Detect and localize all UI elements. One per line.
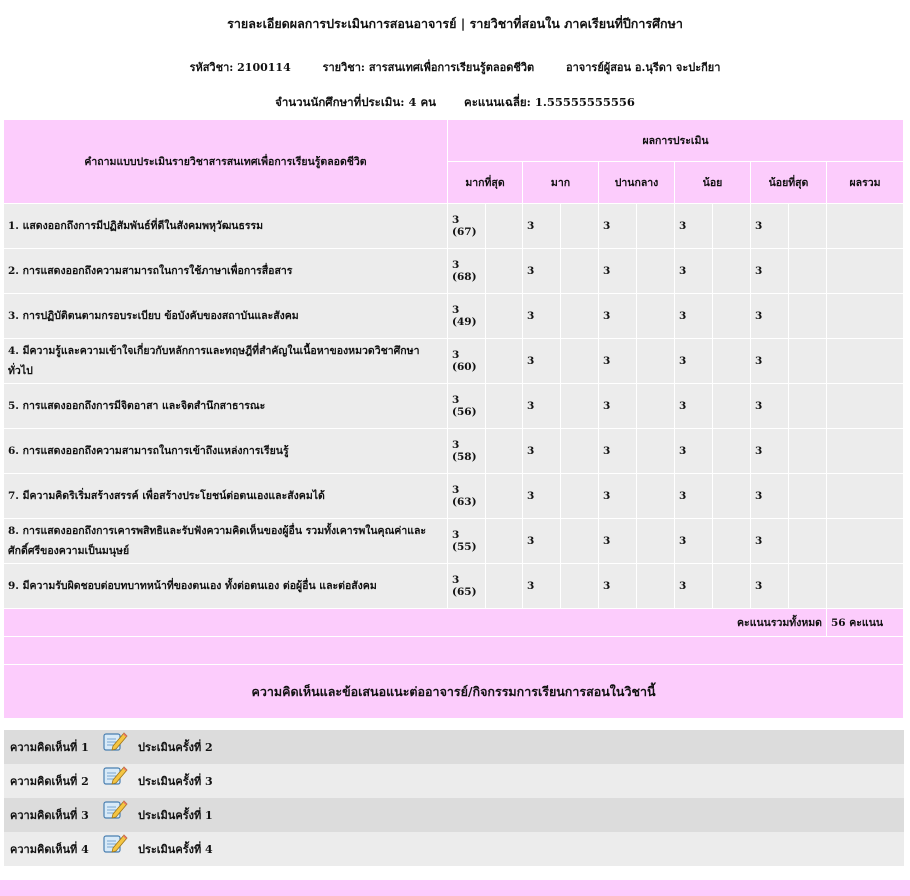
rating-value: 3 <box>675 204 713 249</box>
question-text: 5. การแสดงออกถึงการมีจิตอาสา และจิตสำนึกสาธารณะ <box>4 384 448 429</box>
rating-value: 3 <box>599 474 637 519</box>
rating-pad <box>637 384 675 429</box>
rating-pad <box>713 249 751 294</box>
rating-value: 3 (49) <box>448 294 486 339</box>
rating-pad <box>713 564 751 609</box>
rating-pad <box>713 429 751 474</box>
level-header: น้อยที่สุด <box>751 162 827 204</box>
question-text: 7. มีความคิดริเริ่มสร้างสรรค์ เพื่อสร้างประโยชน์ต่อตนเองและสังคมได้ <box>4 474 448 519</box>
rating-pad <box>713 519 751 564</box>
rating-value: 3 <box>751 519 789 564</box>
row-sum <box>827 519 904 564</box>
rating-value: 3 <box>751 384 789 429</box>
rating-pad <box>486 249 523 294</box>
rating-pad <box>637 294 675 339</box>
question-text: 6. การแสดงออกถึงความสามารถในการเข้าถึงแหล่งการเรียนรู้ <box>4 429 448 474</box>
question-column-header: คำถามแบบประเมินรายวิชาสารสนเทศเพื่อการเรียนรู้ตลอดชีวิต <box>4 120 448 204</box>
comment-item[interactable] <box>4 832 904 866</box>
rating-value: 3 <box>523 294 561 339</box>
table-row <box>4 249 904 294</box>
rating-pad <box>561 519 599 564</box>
rating-pad <box>486 339 523 384</box>
question-text: 9. มีความรับผิดชอบต่อบทบาทหน้าที่ของตนเอง ทั้งต่อตนเอง ต่อผู้อื่น และต่อสังคม <box>4 564 448 609</box>
rating-value: 3 <box>751 474 789 519</box>
comment-label: ความคิดเห็นที่ 3 <box>10 809 89 822</box>
table-row <box>4 474 904 519</box>
rating-pad <box>789 564 827 609</box>
rating-pad <box>713 294 751 339</box>
rating-value: 3 <box>523 564 561 609</box>
level-header: ผลรวม <box>827 162 904 204</box>
rating-pad <box>637 339 675 384</box>
rating-pad <box>789 474 827 519</box>
question-rows <box>4 204 904 609</box>
level-header: น้อย <box>675 162 751 204</box>
question-text: 1. แสดงออกถึงการมีปฏิสัมพันธ์ที่ดีในสังคมพหุวัฒนธรรม <box>4 204 448 249</box>
question-text: 3. การปฏิบัติตนตามกรอบระเบียบ ข้อบังคับของสถาบันและสังคม <box>4 294 448 339</box>
comment-label: ความคิดเห็นที่ 1 <box>10 741 89 754</box>
rating-pad <box>486 429 523 474</box>
rating-value: 3 <box>751 339 789 384</box>
rating-value: 3 <box>523 204 561 249</box>
rating-pad <box>713 474 751 519</box>
rating-pad <box>561 339 599 384</box>
rating-pad <box>789 384 827 429</box>
rating-pad <box>789 519 827 564</box>
rating-value: 3 <box>523 339 561 384</box>
table-row <box>4 429 904 474</box>
rating-pad <box>713 204 751 249</box>
question-text: 4. มีความรู้และความเข้าใจเกี่ยวกับหลักการและทฤษฎีที่สำคัญในเนื้อหาของหมวดวิชาศึกษาทั่วไป <box>4 339 448 384</box>
rating-pad <box>789 249 827 294</box>
row-sum <box>827 294 904 339</box>
table-row <box>4 294 904 339</box>
rating-pad <box>486 474 523 519</box>
row-sum <box>827 474 904 519</box>
rating-pad <box>713 339 751 384</box>
level-header: มากที่สุด <box>448 162 523 204</box>
rating-value: 3 <box>523 249 561 294</box>
rating-pad <box>637 429 675 474</box>
page-title: รายละเอียดผลการประเมินการสอนอาจารย์ | รายวิชาที่สอนใน ภาคเรียนที่ปีการศึกษา <box>227 16 683 31</box>
student-count: จำนวนนักศึกษาที่ประเมิน: 4 คน <box>275 95 437 109</box>
course-name: รายวิชา: สารสนเทศเพื่อการเรียนรู้ตลอดชีวิต <box>322 61 535 74</box>
total-label: คะแนนรวมทั้งหมด <box>4 609 827 637</box>
rating-pad <box>637 249 675 294</box>
rating-pad <box>561 474 599 519</box>
comment-round: ประเมินครั้งที่ 3 <box>138 775 213 788</box>
table-row <box>4 384 904 429</box>
rating-value: 3 <box>675 339 713 384</box>
table-row <box>4 204 904 249</box>
rating-pad <box>561 384 599 429</box>
row-sum <box>827 429 904 474</box>
rating-pad <box>637 204 675 249</box>
level-header: ปานกลาง <box>599 162 675 204</box>
row-sum <box>827 249 904 294</box>
rating-pad <box>561 204 599 249</box>
rating-pad <box>789 204 827 249</box>
rating-value: 3 <box>599 339 637 384</box>
rating-value: 3 <box>599 249 637 294</box>
comment-label: ความคิดเห็นที่ 2 <box>10 775 89 788</box>
rating-pad <box>486 519 523 564</box>
rating-value: 3 (63) <box>448 474 486 519</box>
rating-value: 3 <box>751 294 789 339</box>
rating-value: 3 <box>599 519 637 564</box>
table-row <box>4 339 904 384</box>
rating-value: 3 <box>599 204 637 249</box>
rating-pad <box>561 429 599 474</box>
table-row <box>4 564 904 609</box>
rating-value: 3 <box>523 474 561 519</box>
rating-value: 3 <box>751 249 789 294</box>
evaluation-table <box>4 120 904 719</box>
rating-value: 3 (58) <box>448 429 486 474</box>
rating-pad <box>561 294 599 339</box>
rating-value: 3 <box>523 519 561 564</box>
rating-value: 3 (68) <box>448 249 486 294</box>
rating-pad <box>637 474 675 519</box>
rating-pad <box>713 384 751 429</box>
comments-header: ความคิดเห็นและข้อเสนอแนะต่ออาจารย์/กิจกรรมการเรียนการสอนในวิชานี้ <box>4 665 904 719</box>
rating-pad <box>486 294 523 339</box>
edit-note-icon[interactable] <box>102 798 128 820</box>
comment-round: ประเมินครั้งที่ 4 <box>138 843 213 856</box>
question-text: 2. การแสดงออกถึงความสามารถในการใช้ภาษาเพื่อการสื่อสาร <box>4 249 448 294</box>
rating-pad <box>561 564 599 609</box>
rating-pad <box>486 204 523 249</box>
rating-value: 3 (65) <box>448 564 486 609</box>
rating-value: 3 <box>599 384 637 429</box>
comment-item[interactable] <box>4 798 904 832</box>
edit-note-icon[interactable] <box>102 832 128 854</box>
course-meta <box>0 58 910 76</box>
table-row <box>4 519 904 564</box>
rating-pad <box>789 429 827 474</box>
rating-value: 3 <box>675 474 713 519</box>
rating-value: 3 <box>523 384 561 429</box>
rating-value: 3 <box>599 294 637 339</box>
rating-value: 3 <box>599 564 637 609</box>
edit-note-icon[interactable] <box>102 764 128 786</box>
rating-pad <box>561 249 599 294</box>
rating-value: 3 <box>675 294 713 339</box>
instructor-name: อาจารย์ผู้สอน อ.นุรีดา จะปะกียา <box>566 61 721 74</box>
rating-value: 3 <box>751 564 789 609</box>
rating-pad <box>637 519 675 564</box>
rating-pad <box>637 564 675 609</box>
question-text: 8. การแสดงออกถึงการเคารพสิทธิและรับฟังความคิดเห็นของผู้อื่น รวมทั้งเคารพในคุณค่าและศักดิ์ศรีของความเป็นมนุษย์ <box>4 519 448 564</box>
rating-value: 3 <box>751 204 789 249</box>
footer-bar <box>0 880 910 896</box>
rating-value: 3 <box>751 429 789 474</box>
rating-value: 3 <box>523 429 561 474</box>
rating-value: 3 (55) <box>448 519 486 564</box>
total-value: 56 คะแนน <box>827 609 904 637</box>
comment-item[interactable] <box>4 764 904 798</box>
row-sum <box>827 564 904 609</box>
rating-value: 3 <box>675 249 713 294</box>
row-sum <box>827 204 904 249</box>
spacer-row <box>4 637 904 665</box>
rating-pad <box>486 384 523 429</box>
comment-label: ความคิดเห็นที่ 4 <box>10 843 89 856</box>
rating-pad <box>789 339 827 384</box>
row-sum <box>827 384 904 429</box>
rating-value: 3 <box>599 429 637 474</box>
rating-pad <box>789 294 827 339</box>
evaluation-summary <box>0 94 910 112</box>
rating-value: 3 <box>675 429 713 474</box>
rating-value: 3 <box>675 384 713 429</box>
rating-value: 3 (67) <box>448 204 486 249</box>
row-sum <box>827 339 904 384</box>
rating-value: 3 <box>675 564 713 609</box>
edit-note-icon[interactable] <box>102 730 128 752</box>
level-header: มาก <box>523 162 599 204</box>
rating-pad <box>486 564 523 609</box>
comment-round: ประเมินครั้งที่ 2 <box>138 741 213 754</box>
course-code: รหัสวิชา: 2100114 <box>189 61 291 74</box>
average-score: คะแนนเฉลี่ย: 1.55555555556 <box>464 95 635 109</box>
comment-item[interactable] <box>4 730 904 764</box>
rating-value: 3 <box>675 519 713 564</box>
result-column-header: ผลการประเมิน <box>448 120 904 162</box>
rating-value: 3 (56) <box>448 384 486 429</box>
rating-value: 3 (60) <box>448 339 486 384</box>
comment-round: ประเมินครั้งที่ 1 <box>138 809 213 822</box>
